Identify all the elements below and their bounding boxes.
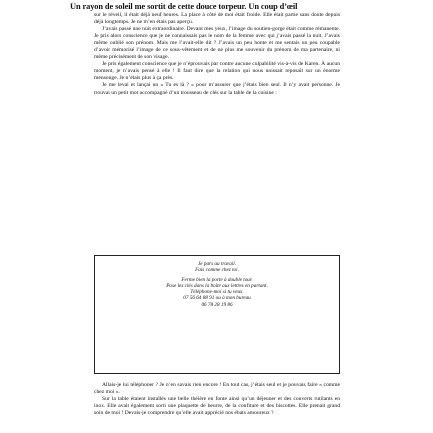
paragraph: Sur la table étaient installés une belle théière en fonte ainsi qu’un déjeuner et des couverts rutilants en inox. Elle avait également sorti une plaquette de beurre, de la confiture et des biscottes. Elle prenait grand soin de moi ! Devais-je comprendre qu’elle avait apprécié nos ébats amoureux ? xyxy=(94,396,340,417)
note-line: Pose les clés dans la boîte aux lettres en partant. xyxy=(166,282,268,289)
running-text-line: Un rayon de soleil me sortit de cette douce torpeur. Un coup d’œil xyxy=(70,2,298,11)
note-line: Ferme bien la porte à double tour. xyxy=(181,276,253,283)
paragraph: Allais-je lui téléphoner ? Je n’en savais rien encore ! En tout cas, j’étais seul et je pouvais faire « comme chez moi ». xyxy=(94,382,340,396)
paragraph: Je pris également conscience que je n’éprouvais par contre aucune culpabilité vis-à-vis de Karen. À aucun moment, je n’avais pensé à elle ! Il faut dire que la relation qui nous unissait reposait sur un énorme mensonge. Je n’étais plus à ça près. xyxy=(94,61,340,82)
note-phone-line: 07 56 64 88 91 ou à mon bureau xyxy=(183,295,251,302)
note-phone-line: 06 78 28 19 86 xyxy=(201,301,233,308)
paragraph: sur le réveil, il était déjà neuf heures. La place à côté de moi était froide. Elle était partie sans doute depuis déjà longtemps. Je ne m’en étais pas aperçu. xyxy=(94,12,340,26)
note-line: Je pars au travail. xyxy=(197,261,237,267)
body-text-bottom xyxy=(94,382,340,417)
body-text-top xyxy=(94,12,340,97)
note-line: Téléphone-moi si tu veux. xyxy=(190,289,244,296)
paragraph: J’avais passé une nuit extraordinaire. Devant mes yeux, l’image du soutien-gorge était comme rémanente. Je pris alors conscience que je ne connaissais pas le nom de la femme avec qui j’avais passé la nuit. J’avais même oublié son prénom. Mais me l’avait-elle dit ? J’avais un peu honte et me sentais un peu coupable d’avoir mémorisé l’image de ce sous-vêtement et de ne plus me souvenir du prénom de ma partenaire, ni même précisément de son visage. xyxy=(94,26,340,61)
note-line: Fais comme chez toi. xyxy=(195,267,239,274)
handwritten-note-box xyxy=(94,255,340,374)
paragraph: Je me levai et lançai un « Tu es là ? » pour m’assurer que j’étais bien seul. Il n’y avait personne. Je trouvai un petit mot accompagné d’un trousseau de clés sur la table de la cuisine : xyxy=(94,82,340,96)
